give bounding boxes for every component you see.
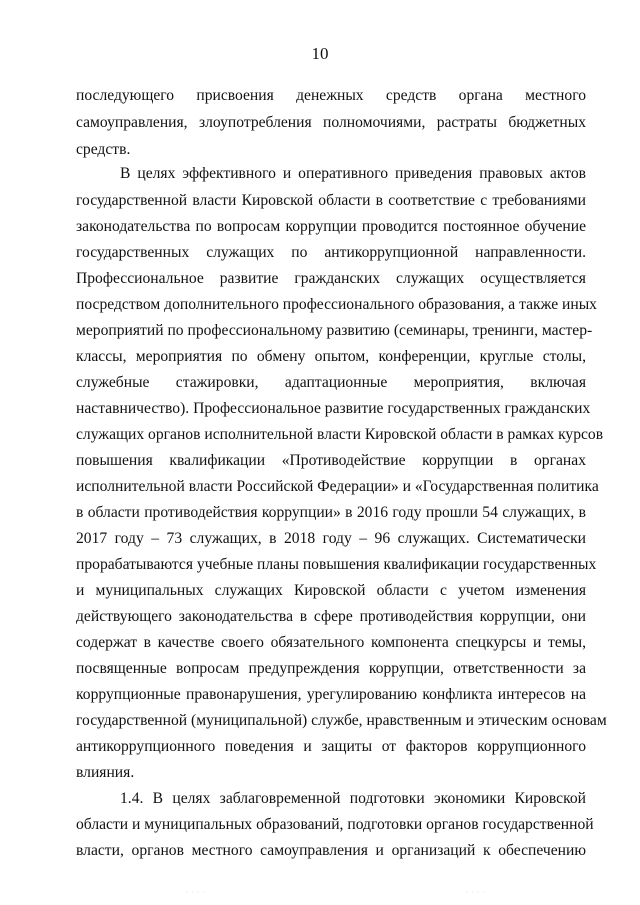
page-number: 10 (311, 44, 329, 63)
text-line: последующего присвоения денежных средств органа местного (76, 87, 586, 104)
text-line: классы, мероприятия по обмену опытом, конференции, круглые столы, (76, 348, 586, 365)
text-line: антикоррупционного поведения и защиты от факторов коррупционного (76, 738, 586, 755)
text-line: 2017 году – 73 служащих, в 2018 году – 96 служащих. Систематически (76, 530, 586, 547)
text-line: исполнительной власти Российской Федерации» и «Государственная политика (76, 478, 599, 495)
text-line: государственной (муниципальной) службе, нравственным и этическим основам (76, 712, 607, 729)
text-line: влияния. (76, 764, 135, 781)
scan-artifact: · · · · (466, 890, 486, 896)
text-line: посвященные вопросам предупреждения коррупции, ответственности за (76, 660, 586, 677)
text-line: повышения квалификации «Противодействие коррупции в органах (76, 452, 586, 469)
text-line: служащих органов исполнительной власти Кировской области в рамках курсов (76, 426, 604, 443)
text-line: области и муниципальных образований, подготовки органов государственной (76, 816, 594, 833)
scan-artifact: · · · · (186, 890, 206, 896)
text-line: самоуправления, злоупотребления полномочиями, растраты бюджетных (76, 114, 586, 131)
paragraph-first-line: В целях эффективного и оперативного приведения правовых актов (120, 165, 586, 182)
text-line: власти, органов местного самоуправления и организаций к обеспечению (76, 842, 586, 859)
text-line: содержат в качестве своего обязательного компонента спецкурсы и темы, (76, 634, 586, 651)
text-line: законодательства по вопросам коррупции проводится постоянное обучение (76, 218, 586, 235)
text-line: в области противодействия коррупции» в 2016 году прошли 54 служащих, в (76, 504, 586, 521)
text-line: наставничество). Профессиональное развитие государственных гражданских (76, 400, 591, 417)
text-line: государственных служащих по антикоррупционной направленности. (76, 244, 586, 261)
text-line: государственной власти Кировской области в соответствие с требованиями (76, 192, 586, 209)
text-line: прорабатываются учебные планы повышения квалификации государственных (76, 556, 597, 573)
text-line: коррупционные правонарушения, урегулированию конфликта интересов на (76, 686, 586, 703)
paragraph-first-line: 1.4. В целях заблаговременной подготовки экономики Кировской (120, 790, 586, 807)
text-line: и муниципальных служащих Кировской области с учетом изменения (76, 582, 586, 599)
text-line: действующего законодательства в сфере противодействия коррупции, они (76, 608, 586, 625)
text-line: Профессиональное развитие гражданских служащих осуществляется (76, 270, 586, 287)
text-line: посредством дополнительного профессионального образования, а также иных (76, 296, 597, 313)
text-line: мероприятий по профессиональному развитию (семинары, тренинги, мастер- (76, 322, 593, 339)
text-line: средств. (76, 141, 131, 158)
text-line: служебные стажировки, адаптационные мероприятия, включая (76, 374, 586, 391)
